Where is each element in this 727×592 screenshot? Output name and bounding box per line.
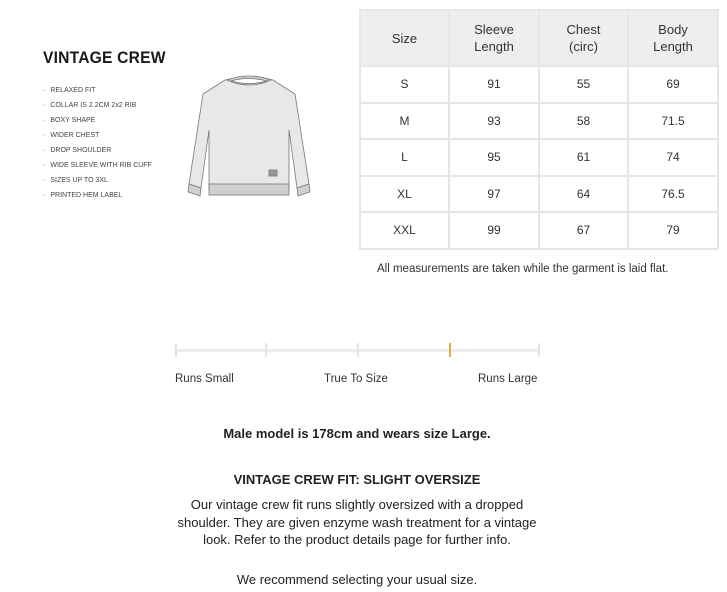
cell: XL — [360, 176, 449, 213]
header-chest: Chest (circ) — [539, 10, 628, 66]
model-info: Male model is 178cm and wears size Large. — [223, 426, 491, 441]
table-row — [360, 212, 718, 249]
cell: 64 — [539, 176, 628, 213]
cell: 71.5 — [628, 103, 718, 140]
feature-item: · PRINTED HEM LABEL — [43, 191, 152, 206]
cell: 79 — [628, 212, 718, 249]
cell: 61 — [539, 139, 628, 176]
sweater-illustration — [185, 72, 313, 202]
fit-description: Our vintage crew fit runs slightly oversized with a dropped shoulder. They are given enzyme wash treatment for a vintage look. Refer to the product details page for further info. — [177, 497, 537, 547]
cell: L — [360, 139, 449, 176]
feature-list — [43, 86, 152, 206]
scale-tick — [538, 343, 540, 357]
cell: 67 — [539, 212, 628, 249]
measurement-note: All measurements are taken while the garment is laid flat. — [377, 263, 669, 275]
cell: XXL — [360, 212, 449, 249]
cell: 58 — [539, 103, 628, 140]
label-true-to-size: True To Size — [324, 373, 388, 385]
cell: 55 — [539, 66, 628, 103]
feature-item: · SIZES UP TO 3XL — [43, 176, 152, 191]
size-chart-table — [359, 9, 719, 250]
table-row — [360, 139, 718, 176]
cell: 95 — [449, 139, 539, 176]
scale-tick — [357, 343, 359, 357]
label-runs-small: Runs Small — [175, 373, 234, 385]
scale-tick — [265, 343, 267, 357]
cell: S — [360, 66, 449, 103]
size-recommendation: We recommend selecting your usual size. — [236, 572, 478, 587]
feature-item: · RELAXED FIT — [43, 86, 152, 101]
header-body-length: Body Length — [628, 10, 718, 66]
feature-item: · COLLAR IS 2.2CM 2x2 RIB — [43, 101, 152, 116]
cell: 97 — [449, 176, 539, 213]
scale-tick — [175, 343, 177, 357]
cell: 74 — [628, 139, 718, 176]
cell: 93 — [449, 103, 539, 140]
feature-item: · WIDE SLEEVE WITH RIB CUFF — [43, 161, 152, 176]
header-sleeve-length: Sleeve Length — [449, 10, 539, 66]
product-title: VINTAGE CREW — [43, 48, 166, 67]
table-header-row — [360, 10, 718, 66]
table-row — [360, 176, 718, 213]
feature-item: · WIDER CHEST — [43, 131, 152, 146]
table-row — [360, 66, 718, 103]
fit-scale — [175, 349, 540, 352]
feature-item: · DROP SHOULDER — [43, 146, 152, 161]
feature-item: · BOXY SHAPE — [43, 116, 152, 131]
cell: 99 — [449, 212, 539, 249]
cell: 91 — [449, 66, 539, 103]
fit-marker — [449, 343, 451, 357]
fit-title: VINTAGE CREW FIT: SLIGHT OVERSIZE — [233, 472, 481, 487]
cell: M — [360, 103, 449, 140]
table-row — [360, 103, 718, 140]
label-runs-large: Runs Large — [478, 373, 538, 385]
cell: 69 — [628, 66, 718, 103]
cell: 76.5 — [628, 176, 718, 213]
header-size: Size — [360, 10, 449, 66]
